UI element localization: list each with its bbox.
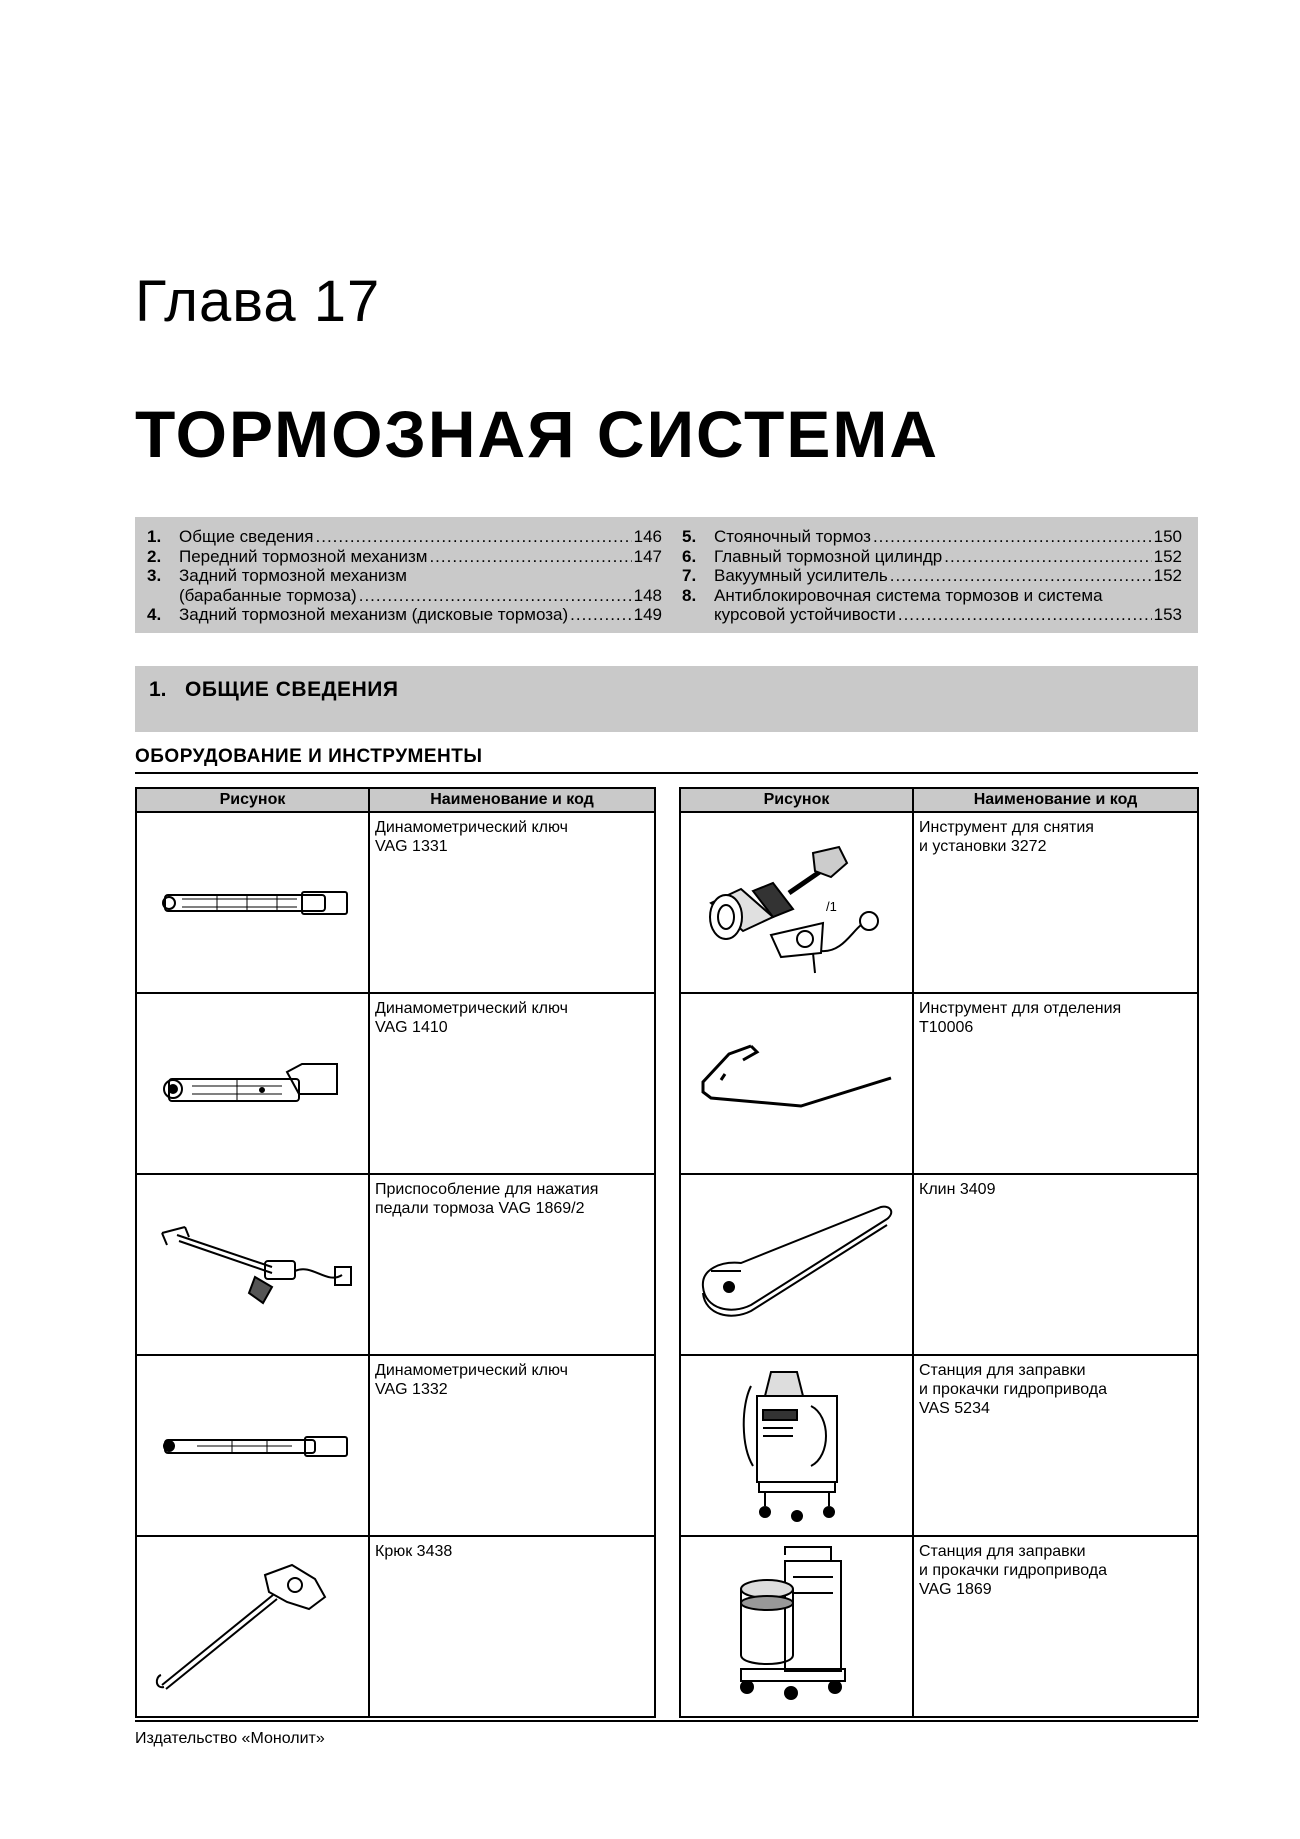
tool-code: и установки 3272 [919, 838, 1047, 855]
toc-entry[interactable] [682, 586, 1182, 606]
toc-entry-page: 149 [633, 605, 662, 624]
toc-entry-number: 4. [147, 605, 162, 624]
toc-entry-title: Общие сведения [179, 527, 314, 546]
tool-name [913, 1174, 1198, 1355]
table-row [680, 1174, 1198, 1355]
toc-entry-page: 150 [1153, 527, 1182, 546]
bleeding-station-icon [680, 1355, 913, 1536]
separation-tool-icon [680, 993, 913, 1174]
section-title: ОБЩИЕ СВЕДЕНИЯ [185, 678, 399, 701]
tool-name-line: Станция для заправки [919, 1543, 1086, 1560]
toc-entry-continuation[interactable] [682, 605, 1182, 625]
toc-entry-title: (барабанные тормоза) [179, 585, 357, 605]
section-number: 1. [149, 678, 167, 701]
toc-leader [873, 527, 1152, 547]
table-row [680, 1355, 1198, 1536]
toc-leader [898, 605, 1152, 625]
toc-entry[interactable] [682, 527, 1182, 547]
tool-name-line: Приспособление для нажатия [375, 1181, 599, 1198]
toc-entry-page: 152 [1153, 546, 1182, 566]
toc-entry-title: Задний тормозной механизм (дисковые тормоза) [179, 605, 569, 624]
tool-code: педали тормоза VAG 1869/2 [375, 1200, 585, 1217]
tool-name [369, 1355, 655, 1536]
tool-name-line: Инструмент для снятия [919, 819, 1094, 836]
toc-entry-page: 152 [1153, 566, 1182, 585]
toc-entry-title: Задний тормозной механизм [179, 566, 407, 585]
tools-table-right [679, 787, 1199, 1718]
divider [135, 772, 1198, 774]
table-row [136, 812, 655, 993]
toc-entry[interactable] [147, 566, 662, 586]
tool-code: VAS 5234 [919, 1400, 990, 1417]
hook-icon [136, 1536, 369, 1717]
table-row [680, 1536, 1198, 1717]
tool-code: VAG 1331 [375, 838, 448, 855]
table-row [136, 1536, 655, 1717]
tool-code: VAG 1410 [375, 1019, 448, 1036]
toc-entry[interactable] [682, 566, 1182, 586]
toc-entry-number: 8. [682, 585, 697, 605]
tool-code: VAG 1332 [375, 1381, 448, 1398]
tool-name [369, 812, 655, 993]
toc-leader [316, 527, 632, 547]
tool-name [369, 993, 655, 1174]
column-header-name: Наименование и код [913, 788, 1198, 812]
toc-entry-number: 2. [147, 546, 162, 566]
torque-wrench-large-icon [136, 993, 369, 1174]
toc-entry-number: 7. [682, 566, 697, 585]
toc-entry-number: 5. [682, 527, 697, 546]
toc-entry-title: Стояночный тормоз [714, 527, 871, 546]
toc-entry-page: 148 [633, 585, 662, 605]
column-header-picture: Рисунок [136, 788, 369, 812]
tool-name-line: Станция для заправки [919, 1362, 1086, 1379]
tool-name [913, 1536, 1198, 1717]
toc-entry[interactable] [682, 547, 1182, 567]
tool-name-line: Динамометрический ключ [375, 819, 568, 836]
tool-name-line: Клин 3409 [919, 1181, 996, 1198]
column-header-name: Наименование и код [369, 788, 655, 812]
torque-wrench-icon [136, 812, 369, 993]
tool-name-line: Динамометрический ключ [375, 1000, 568, 1017]
toc-entry[interactable] [147, 605, 662, 625]
toc-leader [944, 547, 1151, 567]
tool-name-line: и прокачки гидропривода [919, 1381, 1107, 1398]
toc-entry-title: Передний тормозной механизм [179, 546, 428, 566]
toc-entry-number: 3. [147, 566, 162, 585]
tool-name-line: Динамометрический ключ [375, 1362, 568, 1379]
toc-entry-title: Антиблокировочная система тормозов и система [714, 585, 1103, 605]
table-row [680, 993, 1198, 1174]
toc-entry-number: 1. [147, 527, 162, 546]
tool-name [913, 812, 1198, 993]
toc-entry[interactable] [147, 527, 662, 547]
figure-callout: /1 [826, 899, 837, 914]
bleeding-station-cart-icon [680, 1536, 913, 1717]
toc-leader [359, 586, 632, 606]
tool-name [369, 1536, 655, 1717]
tool-name [369, 1174, 655, 1355]
toc-entry-page: 146 [633, 527, 662, 546]
section-heading-band [135, 666, 1198, 732]
tool-name-line: и прокачки гидропривода [919, 1562, 1107, 1579]
footer-divider [135, 1720, 1198, 1722]
toc-entry-continuation[interactable] [147, 586, 662, 606]
toc-entry-title: Главный тормозной цилиндр [714, 546, 943, 566]
publisher-footer: Издательство «Монолит» [135, 1730, 325, 1747]
removal-tool-icon [680, 812, 913, 993]
toc-entry-number: 6. [682, 546, 697, 566]
table-row [136, 993, 655, 1174]
chapter-title: ТОРМОЗНАЯ СИСТЕМА [135, 397, 940, 471]
wedge-icon [680, 1174, 913, 1355]
toc-entry-title: Вакуумный усилитель [714, 566, 888, 585]
tool-name [913, 1355, 1198, 1536]
toc-entry-page: 147 [633, 546, 662, 566]
table-row [136, 1355, 655, 1536]
toc-entry[interactable] [147, 547, 662, 567]
pedal-depressor-icon [136, 1174, 369, 1355]
chapter-label: Глава 17 [135, 269, 381, 334]
tool-code: VAG 1869 [919, 1581, 992, 1598]
table-row [136, 1174, 655, 1355]
toc-entry-page: 153 [1153, 605, 1182, 624]
toc-entry-title: курсовой устойчивости [714, 605, 896, 624]
torque-wrench-long-icon [136, 1355, 369, 1536]
tools-table-left [135, 787, 656, 1718]
tool-name-line: Инструмент для отделения [919, 1000, 1122, 1017]
tool-code: T10006 [919, 1019, 974, 1036]
toc-column-right [682, 527, 1182, 625]
toc-leader [890, 566, 1152, 586]
column-header-picture: Рисунок [680, 788, 913, 812]
tool-name-line: Крюк 3438 [375, 1543, 453, 1560]
toc-leader [570, 605, 631, 625]
toc-column-left [147, 527, 662, 625]
tool-name [913, 993, 1198, 1174]
toc-leader [429, 547, 631, 567]
table-row [680, 812, 1198, 993]
table-of-contents [135, 517, 1198, 633]
subsection-heading: ОБОРУДОВАНИЕ И ИНСТРУМЕНТЫ [135, 746, 483, 767]
